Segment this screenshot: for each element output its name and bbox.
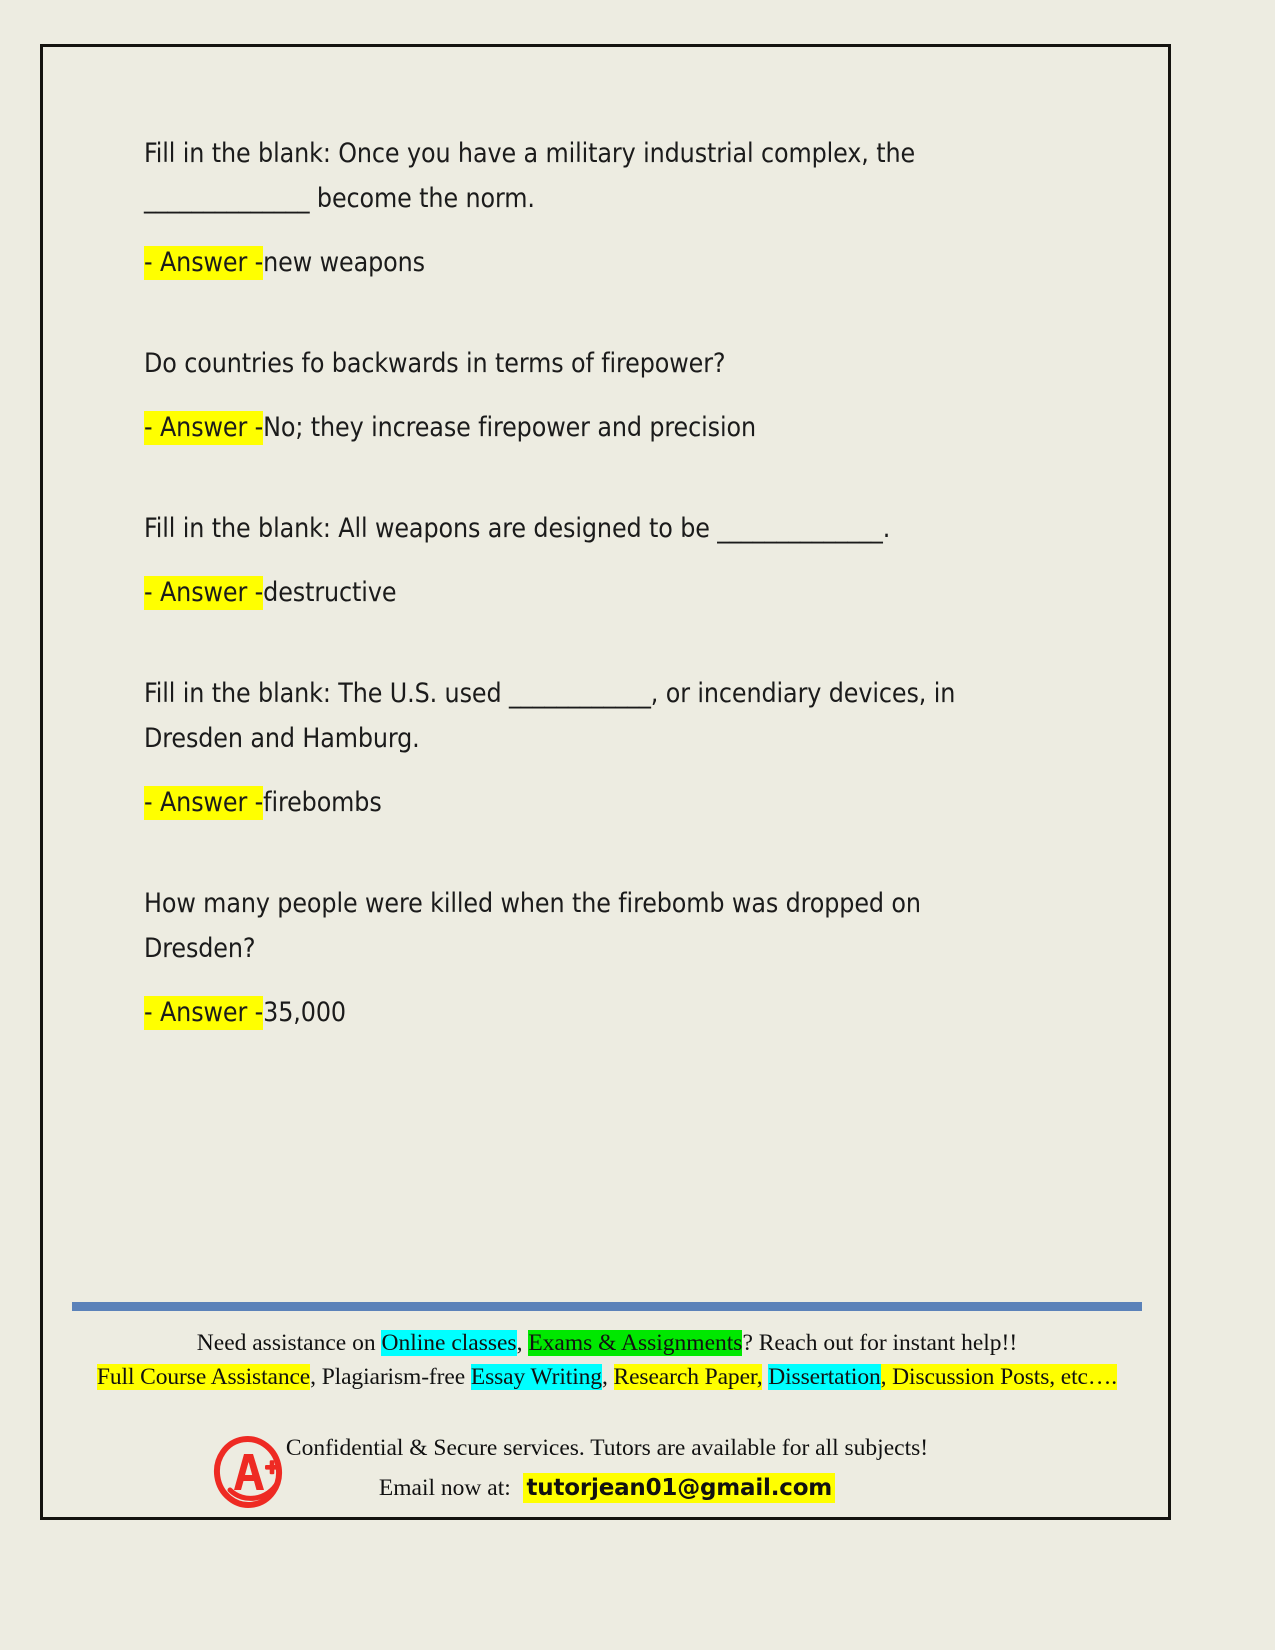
- footer-text: ,: [601, 1364, 614, 1390]
- footer-line-1: [72, 1311, 1142, 1360]
- promo-footer: [72, 1302, 1142, 1520]
- document-sheet: [40, 44, 1171, 1520]
- qa-block: [144, 506, 1064, 613]
- qa-block: [144, 341, 1064, 448]
- question-text: [144, 506, 1064, 551]
- footer-highlight-essay-writing: Essay Writing: [470, 1364, 602, 1390]
- question-line: Fill in the blank: The U.S. used ____________, or incendiary devices, in: [144, 678, 956, 709]
- answer-line: [144, 993, 1064, 1033]
- qa-block: [144, 881, 1064, 1033]
- question-line: How many people were killed when the firebomb was dropped on: [144, 888, 921, 919]
- answer-line: [144, 408, 1064, 448]
- question-text: [144, 881, 1064, 971]
- question-line: Fill in the blank: Once you have a military industrial complex, the: [144, 138, 916, 169]
- contact-email[interactable]: tutorjean01@gmail.com: [523, 1473, 836, 1503]
- answer-text: new weapons: [263, 247, 425, 278]
- qa-block: [144, 131, 1064, 283]
- answer-line: [144, 783, 1064, 823]
- footer-highlight-dissertation: Dissertation: [768, 1364, 881, 1390]
- footer-line-3: Confidential & Secure services. Tutors are available for all subjects!: [285, 1435, 929, 1461]
- footer-line-4: [72, 1465, 1142, 1505]
- qa-block: [144, 671, 1064, 823]
- footer-highlight-discussion-posts: , Discussion Posts, etc….: [880, 1364, 1118, 1390]
- footer-text: , Plagiarism-free: [310, 1364, 471, 1390]
- footer-highlight-online-classes: Online classes: [381, 1330, 517, 1356]
- study-guide-content: [144, 131, 1064, 1033]
- question-text: [144, 131, 1064, 221]
- question-line: Dresden and Hamburg.: [144, 723, 420, 754]
- footer-text: ? Reach out for instant help!!: [742, 1330, 1018, 1356]
- question-text: [144, 671, 1064, 761]
- question-text: [144, 341, 1064, 386]
- footer-line-2: [72, 1360, 1142, 1394]
- footer-text: Need assistance on: [196, 1330, 382, 1356]
- footer-highlight-research-paper: Research Paper,: [613, 1364, 763, 1390]
- footer-top-rule: [72, 1302, 1142, 1311]
- answer-tag: - Answer -: [144, 412, 264, 443]
- footer-body: [72, 1311, 1142, 1520]
- footer-lower: [72, 1420, 1142, 1520]
- question-line: Fill in the blank: All weapons are designed to be ______________.: [144, 513, 891, 544]
- answer-tag: - Answer -: [144, 997, 264, 1028]
- question-line: Dresden?: [144, 933, 256, 964]
- answer-text: No; they increase firepower and precision: [263, 412, 756, 443]
- footer-highlight-exams-assignments: Exams & Assignments: [528, 1330, 743, 1356]
- question-line: Do countries fo backwards in terms of firepower?: [144, 348, 726, 379]
- footer-text: ,: [516, 1330, 529, 1356]
- email-label: Email now at:: [378, 1475, 511, 1501]
- answer-tag: - Answer -: [144, 577, 264, 608]
- footer-highlight-full-course-assistance: Full Course Assistance: [96, 1364, 311, 1390]
- answer-line: [144, 243, 1064, 283]
- answer-line: [144, 573, 1064, 613]
- question-line: ______________ become the norm.: [144, 183, 535, 214]
- answer-text: destructive: [263, 577, 397, 608]
- answer-tag: - Answer -: [144, 787, 264, 818]
- footer-lower-text: [72, 1420, 1142, 1505]
- answer-tag: - Answer -: [144, 247, 264, 278]
- answer-text: firebombs: [263, 787, 382, 818]
- answer-text: 35,000: [263, 997, 346, 1028]
